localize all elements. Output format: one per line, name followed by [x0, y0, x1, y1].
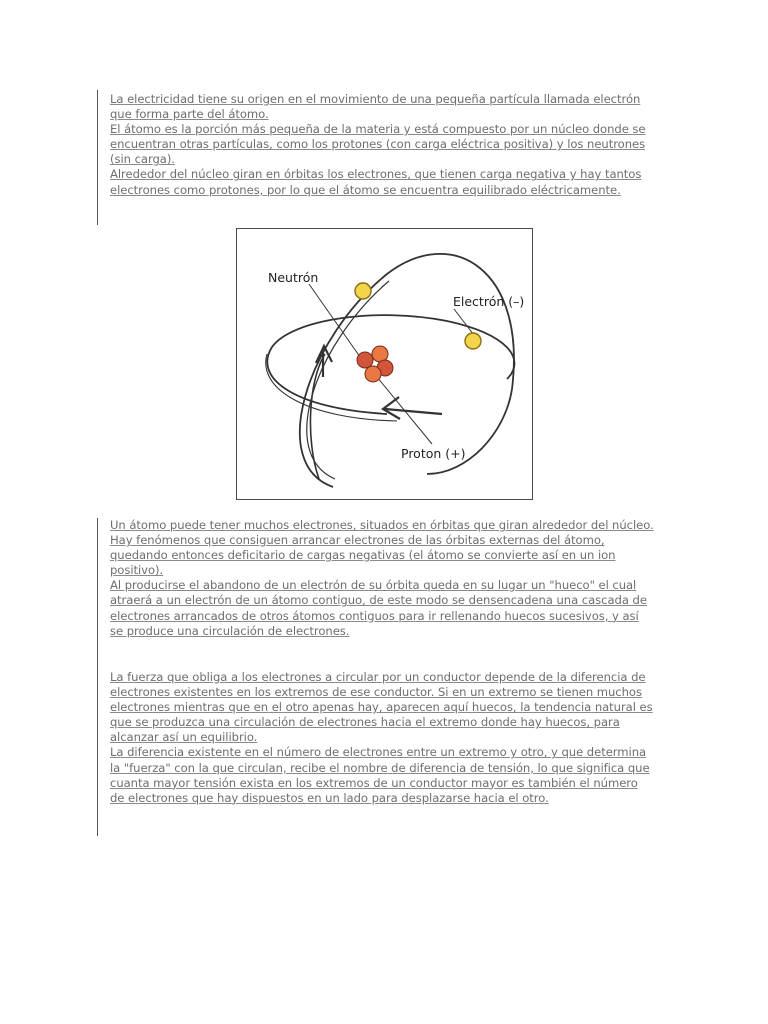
electron-right: [465, 333, 481, 349]
atom-illustration: [237, 229, 534, 501]
paragraph-many-electrons[interactable]: Un átomo puede tener muchos electrones, situados en órbitas que giran alrededor del núcleo. Hay fenómenos que consiguen arrancar electrones de las órbitas externas del átomo, quedando entonces deficitario de cargas negativas (el átomo se convierte así en un ion positivo).: [110, 518, 654, 578]
paragraph-electricity-origin[interactable]: La electricidad tiene su origen en el movimiento de una pequeña partícula llamada electrón que forma parte del átomo.: [110, 92, 641, 122]
electron-top: [355, 283, 371, 299]
nucleus-particle-1: [357, 352, 373, 368]
margin-rule-bottom: [97, 518, 98, 836]
paragraph-atom-definition[interactable]: El átomo es la porción más pequeña de la materia y está compuesto por un núcleo donde se encuentran otras partículas, como los protones (con carga eléctrica positiva) y los neutrones (sin carga).: [110, 122, 646, 167]
electron-label: Electrón (–): [453, 294, 525, 309]
paragraph-voltage-difference[interactable]: La diferencia existente en el número de electrones entre un extremo y otro, y que determina la "fuerza" con la que circulan, recibe el nombre de diferencia de tensión, lo que significa que cuanta mayor tensión exista en los extremos de un conductor mayor es también el número de electrones que hay dispuestos en un lado para desplazarse hacia el otro.: [110, 745, 650, 805]
paragraph-hole-cascade[interactable]: Al producirse el abandono de un electrón de su órbita queda en su lugar un "hueco" el cual atraerá a un electrón de un átomo contiguo, de este modo se densencadena una cascada de electrones arrancados de otros átomos contiguos para ir rellenando huecos sucesivos, y así se produce una circulación de electrones.: [110, 578, 647, 638]
atom-ionization-block: [110, 518, 655, 639]
nucleus-particle-4: [365, 366, 381, 382]
proton-label: Proton (+): [401, 446, 466, 461]
atom-diagram: [236, 228, 533, 500]
neutron-label: Neutrón: [268, 270, 319, 285]
intro-paragraph-block: [110, 92, 655, 198]
margin-rule-top: [97, 90, 98, 225]
voltage-explanation-block: [110, 670, 655, 806]
paragraph-electron-orbits[interactable]: Alrededor del núcleo giran en órbitas los electrones, que tienen carga negativa y hay tantos electrones como protones, por lo que el átomo se encuentra equilibrado eléctricamente.: [110, 167, 642, 197]
paragraph-force-conductor[interactable]: La fuerza que obliga a los electrones a circular por un conductor depende de la diferencia de electrones existentes en los extremos de ese conductor. Si en un extremo se tienen muchos electrones mientras que en el otro apenas hay, aparecen aquí huecos, la tendencia natural es que se produzca una circulación de electrones hacia el extremo donde hay huecos, para alcanzar así un equilibrio.: [110, 670, 653, 745]
